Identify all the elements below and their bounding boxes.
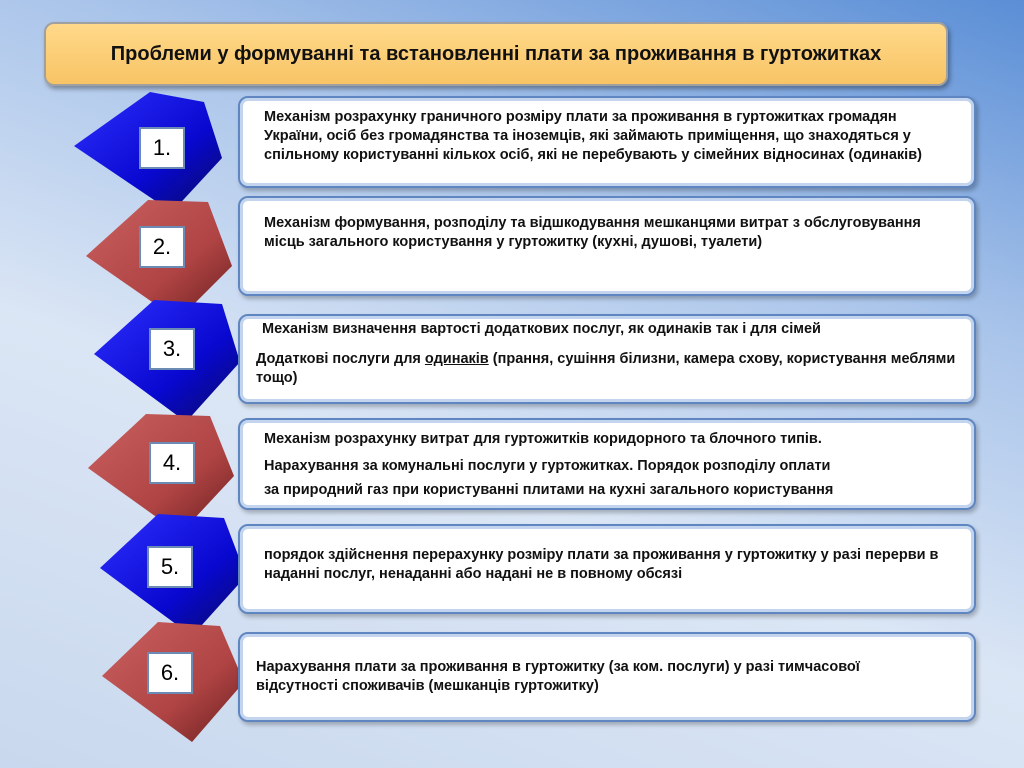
item-text-4b: за природний газ при користуванні плитами на кухні загального користування [264, 482, 834, 498]
item-number-1: 1. [139, 127, 185, 169]
item-card-4 [238, 418, 976, 510]
item-heading-4: Механізм розрахунку витрат для гуртожитків коридорного та блочного типів. [264, 431, 822, 447]
item-card-2 [238, 196, 976, 296]
item-text-4a: Нарахування за комунальні послуги у гуртожитках. Порядок розподілу оплати [264, 458, 831, 474]
page-title: Проблеми у формуванні та встановленні плати за проживання в гуртожитках [44, 22, 948, 86]
item-number-4: 4. [149, 442, 195, 484]
item-text-1: Механізм розрахунку граничного розміру плати за проживання в гуртожитках громадян України, осіб без громадянства та іноземців, які займають приміщення, що знаходяться у спільному користуванні кількох осіб, які не перебувають у сімейних відносинах (одинаків) [264, 109, 922, 163]
item-card-1 [238, 96, 976, 188]
item-text-5: порядок здійснення перерахунку розміру плати за проживання у гуртожитку у разі перерви в наданні послуг, ненаданні або надані не в повному обсязі [264, 547, 939, 582]
item-number-5: 5. [147, 546, 193, 588]
item-number-2: 2. [139, 226, 185, 268]
item-card-3 [238, 314, 976, 404]
item-card-6 [238, 632, 976, 722]
item-text-3: Додаткові послуги для одинаків (прання, сушіння білизни, камера схову, користування меблями тощо) [256, 351, 956, 386]
item-text-2: Механізм формування, розподілу та відшкодування мешканцями витрат з обслуговування місць загального користування у гуртожитку (кухні, душові, туалети) [264, 215, 921, 250]
item-number-6: 6. [147, 652, 193, 694]
item-number-3: 3. [149, 328, 195, 370]
item-text-6: Нарахування плати за проживання в гуртожитку (за ком. послуги) у разі тимчасової відсутності споживачів (мешканців гуртожитку) [256, 659, 860, 694]
item-heading-3: Механізм визначення вартості додаткових послуг, як одинаків так і для сімей [262, 321, 821, 337]
item-card-5 [238, 524, 976, 614]
